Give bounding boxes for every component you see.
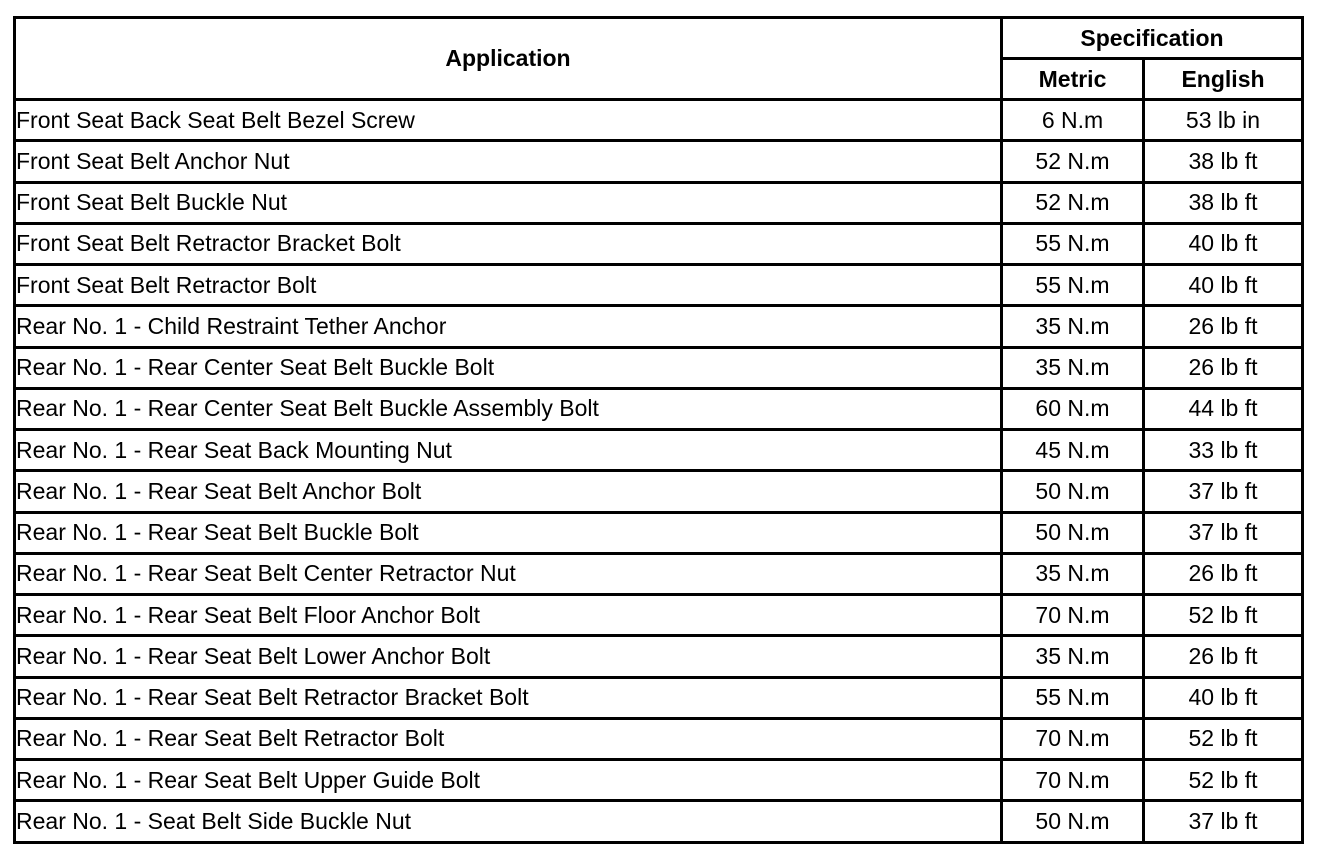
cell-metric: 52 N.m xyxy=(1002,182,1144,223)
cell-english: 40 lb ft xyxy=(1144,265,1303,306)
cell-application: Rear No. 1 - Rear Seat Belt Buckle Bolt xyxy=(15,512,1002,553)
cell-english: 26 lb ft xyxy=(1144,347,1303,388)
cell-metric: 70 N.m xyxy=(1002,760,1144,801)
cell-metric: 6 N.m xyxy=(1002,100,1144,141)
cell-metric: 70 N.m xyxy=(1002,595,1144,636)
cell-application: Rear No. 1 - Rear Seat Back Mounting Nut xyxy=(15,430,1002,471)
table-row xyxy=(15,553,1303,594)
cell-metric: 50 N.m xyxy=(1002,471,1144,512)
cell-application: Front Seat Back Seat Belt Bezel Screw xyxy=(15,100,1002,141)
cell-english: 37 lb ft xyxy=(1144,471,1303,512)
column-header-application: Application xyxy=(15,18,1002,100)
cell-application: Rear No. 1 - Rear Center Seat Belt Buckle Bolt xyxy=(15,347,1002,388)
cell-english: 52 lb ft xyxy=(1144,595,1303,636)
cell-application: Rear No. 1 - Rear Seat Belt Center Retractor Nut xyxy=(15,553,1002,594)
cell-metric: 35 N.m xyxy=(1002,306,1144,347)
table-row xyxy=(15,636,1303,677)
cell-application: Rear No. 1 - Child Restraint Tether Anchor xyxy=(15,306,1002,347)
table-row xyxy=(15,760,1303,801)
cell-application: Front Seat Belt Retractor Bolt xyxy=(15,265,1002,306)
cell-english: 26 lb ft xyxy=(1144,636,1303,677)
torque-spec-table-container xyxy=(13,16,1304,844)
column-header-english: English xyxy=(1144,59,1303,100)
cell-english: 53 lb in xyxy=(1144,100,1303,141)
cell-english: 37 lb ft xyxy=(1144,512,1303,553)
cell-english: 26 lb ft xyxy=(1144,553,1303,594)
table-body xyxy=(15,100,1303,843)
cell-english: 40 lb ft xyxy=(1144,223,1303,264)
torque-spec-table xyxy=(13,16,1304,844)
cell-metric: 70 N.m xyxy=(1002,718,1144,759)
table-row xyxy=(15,471,1303,512)
cell-metric: 50 N.m xyxy=(1002,512,1144,553)
cell-english: 52 lb ft xyxy=(1144,718,1303,759)
table-row xyxy=(15,223,1303,264)
cell-application: Rear No. 1 - Rear Seat Belt Anchor Bolt xyxy=(15,471,1002,512)
cell-metric: 45 N.m xyxy=(1002,430,1144,471)
table-row xyxy=(15,347,1303,388)
cell-application: Rear No. 1 - Rear Seat Belt Lower Anchor Bolt xyxy=(15,636,1002,677)
cell-application: Rear No. 1 - Rear Seat Belt Retractor Bolt xyxy=(15,718,1002,759)
table-row xyxy=(15,430,1303,471)
cell-application: Rear No. 1 - Rear Seat Belt Floor Anchor Bolt xyxy=(15,595,1002,636)
cell-metric: 55 N.m xyxy=(1002,677,1144,718)
cell-application: Front Seat Belt Anchor Nut xyxy=(15,141,1002,182)
column-header-metric: Metric xyxy=(1002,59,1144,100)
cell-application: Rear No. 1 - Rear Seat Belt Upper Guide Bolt xyxy=(15,760,1002,801)
cell-english: 52 lb ft xyxy=(1144,760,1303,801)
cell-metric: 35 N.m xyxy=(1002,553,1144,594)
cell-metric: 50 N.m xyxy=(1002,801,1144,842)
table-row xyxy=(15,306,1303,347)
table-row xyxy=(15,388,1303,429)
cell-application: Front Seat Belt Buckle Nut xyxy=(15,182,1002,223)
table-row xyxy=(15,677,1303,718)
cell-english: 40 lb ft xyxy=(1144,677,1303,718)
cell-application: Rear No. 1 - Rear Seat Belt Retractor Bracket Bolt xyxy=(15,677,1002,718)
cell-metric: 52 N.m xyxy=(1002,141,1144,182)
cell-english: 38 lb ft xyxy=(1144,141,1303,182)
cell-english: 38 lb ft xyxy=(1144,182,1303,223)
table-row xyxy=(15,182,1303,223)
table-row xyxy=(15,265,1303,306)
cell-metric: 35 N.m xyxy=(1002,636,1144,677)
cell-application: Rear No. 1 - Rear Center Seat Belt Buckle Assembly Bolt xyxy=(15,388,1002,429)
cell-english: 26 lb ft xyxy=(1144,306,1303,347)
cell-metric: 55 N.m xyxy=(1002,265,1144,306)
cell-application: Rear No. 1 - Seat Belt Side Buckle Nut xyxy=(15,801,1002,842)
table-row xyxy=(15,512,1303,553)
cell-metric: 55 N.m xyxy=(1002,223,1144,264)
table-row xyxy=(15,141,1303,182)
cell-english: 37 lb ft xyxy=(1144,801,1303,842)
cell-english: 44 lb ft xyxy=(1144,388,1303,429)
cell-metric: 60 N.m xyxy=(1002,388,1144,429)
cell-english: 33 lb ft xyxy=(1144,430,1303,471)
table-header xyxy=(15,18,1303,100)
column-header-specification: Specification xyxy=(1002,18,1303,59)
cell-application: Front Seat Belt Retractor Bracket Bolt xyxy=(15,223,1002,264)
table-row xyxy=(15,595,1303,636)
cell-metric: 35 N.m xyxy=(1002,347,1144,388)
table-row xyxy=(15,801,1303,842)
table-row xyxy=(15,100,1303,141)
table-row xyxy=(15,718,1303,759)
